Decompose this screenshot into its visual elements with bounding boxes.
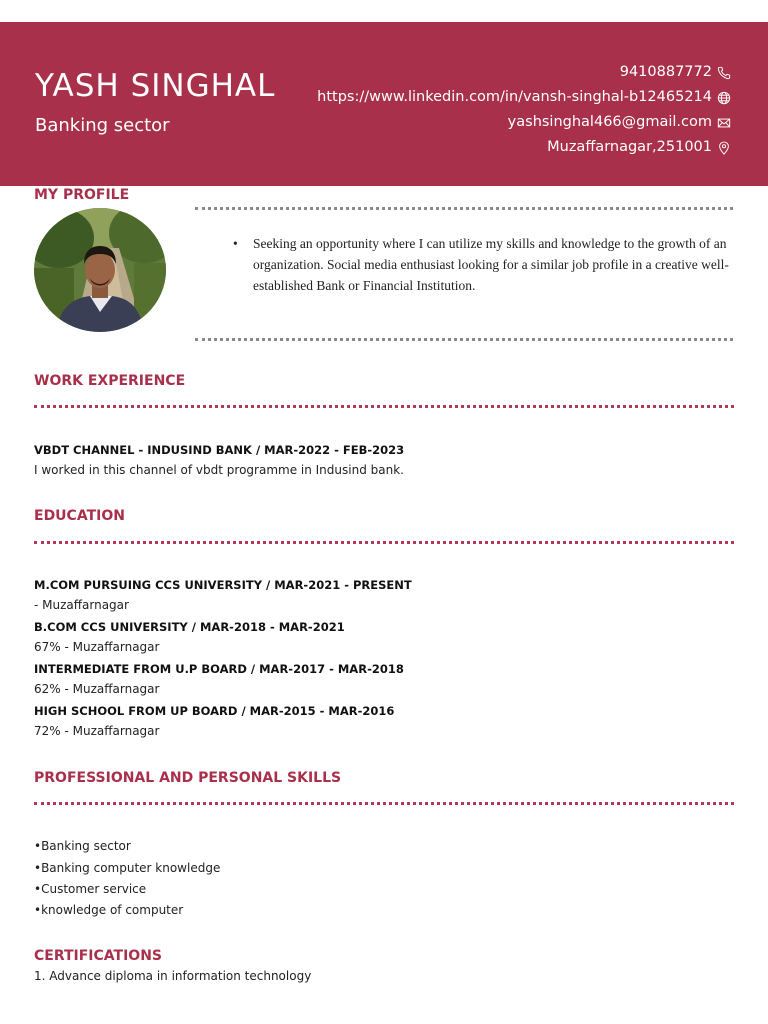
education-entry-heading: HIGH SCHOOL FROM UP BOARD / MAR-2015 - MAR-2016 (34, 704, 395, 718)
contact-linkedin (317, 85, 732, 110)
skill-item: •Banking sector (34, 839, 131, 853)
education-entry-heading: B.COM CCS UNIVERSITY / MAR-2018 - MAR-2021 (34, 620, 345, 634)
education-entry-heading: INTERMEDIATE FROM U.P BOARD / MAR-2017 - MAR-2018 (34, 662, 404, 676)
contact-list (317, 60, 732, 160)
bullet-glyph: • (233, 236, 238, 251)
skill-item: •Customer service (34, 882, 147, 896)
work-divider (34, 405, 734, 408)
candidate-name: YASH SINGHAL (35, 68, 276, 104)
globe-icon (716, 90, 732, 106)
section-title-skills: PROFESSIONAL AND PERSONAL SKILLS (34, 770, 342, 786)
section-title-work: WORK EXPERIENCE (34, 373, 186, 389)
profile-photo (34, 208, 166, 332)
profile-divider-bottom (195, 338, 733, 341)
education-entry-detail: - Muzaffarnagar (34, 598, 129, 612)
section-title-certifications: CERTIFICATIONS (34, 948, 163, 964)
phone-text: 9410887772 (619, 64, 712, 80)
profile-summary-text: Seeking an opportunity where I can utilize my skills and knowledge to the growth of an organization. Social media enthusiast looking for a similar job profile in a creative well-established Bank or Financial Institution. (253, 236, 729, 293)
location-icon (716, 140, 732, 156)
linkedin-link[interactable]: https://www.linkedin.com/in/vansh-singhal-b12465214 (317, 89, 712, 105)
mail-icon (716, 115, 732, 131)
email-link[interactable]: yashsinghal466@gmail.com (507, 114, 712, 130)
education-entry-detail: 72% - Muzaffarnagar (34, 724, 160, 738)
contact-phone (317, 60, 732, 85)
section-title-education: EDUCATION (34, 508, 125, 524)
phone-icon (716, 65, 732, 81)
header-banner (0, 22, 768, 186)
education-entry-heading: M.COM PURSUING CCS UNIVERSITY / MAR-2021 - PRESENT (34, 578, 412, 592)
contact-email (317, 110, 732, 135)
work-entry-heading: VBDT CHANNEL - INDUSIND BANK / MAR-2022 - FEB-2023 (34, 443, 405, 457)
profile-summary (233, 233, 735, 296)
candidate-subtitle: Banking sector (35, 115, 170, 136)
certification-item: 1. Advance diploma in information technology (34, 969, 312, 983)
education-divider (34, 541, 734, 544)
contact-location (317, 135, 732, 160)
location-text: Muzaffarnagar,251001 (547, 139, 712, 155)
profile-divider-top (195, 207, 733, 210)
work-entry-detail: I worked in this channel of vbdt programme in Indusind bank. (34, 463, 404, 477)
skill-item: •Banking computer knowledge (34, 861, 221, 875)
education-entry-detail: 67% - Muzaffarnagar (34, 640, 160, 654)
education-entry-detail: 62% - Muzaffarnagar (34, 682, 160, 696)
section-title-profile: MY PROFILE (34, 187, 130, 203)
skills-divider (34, 802, 734, 805)
skill-item: •knowledge of computer (34, 903, 184, 917)
